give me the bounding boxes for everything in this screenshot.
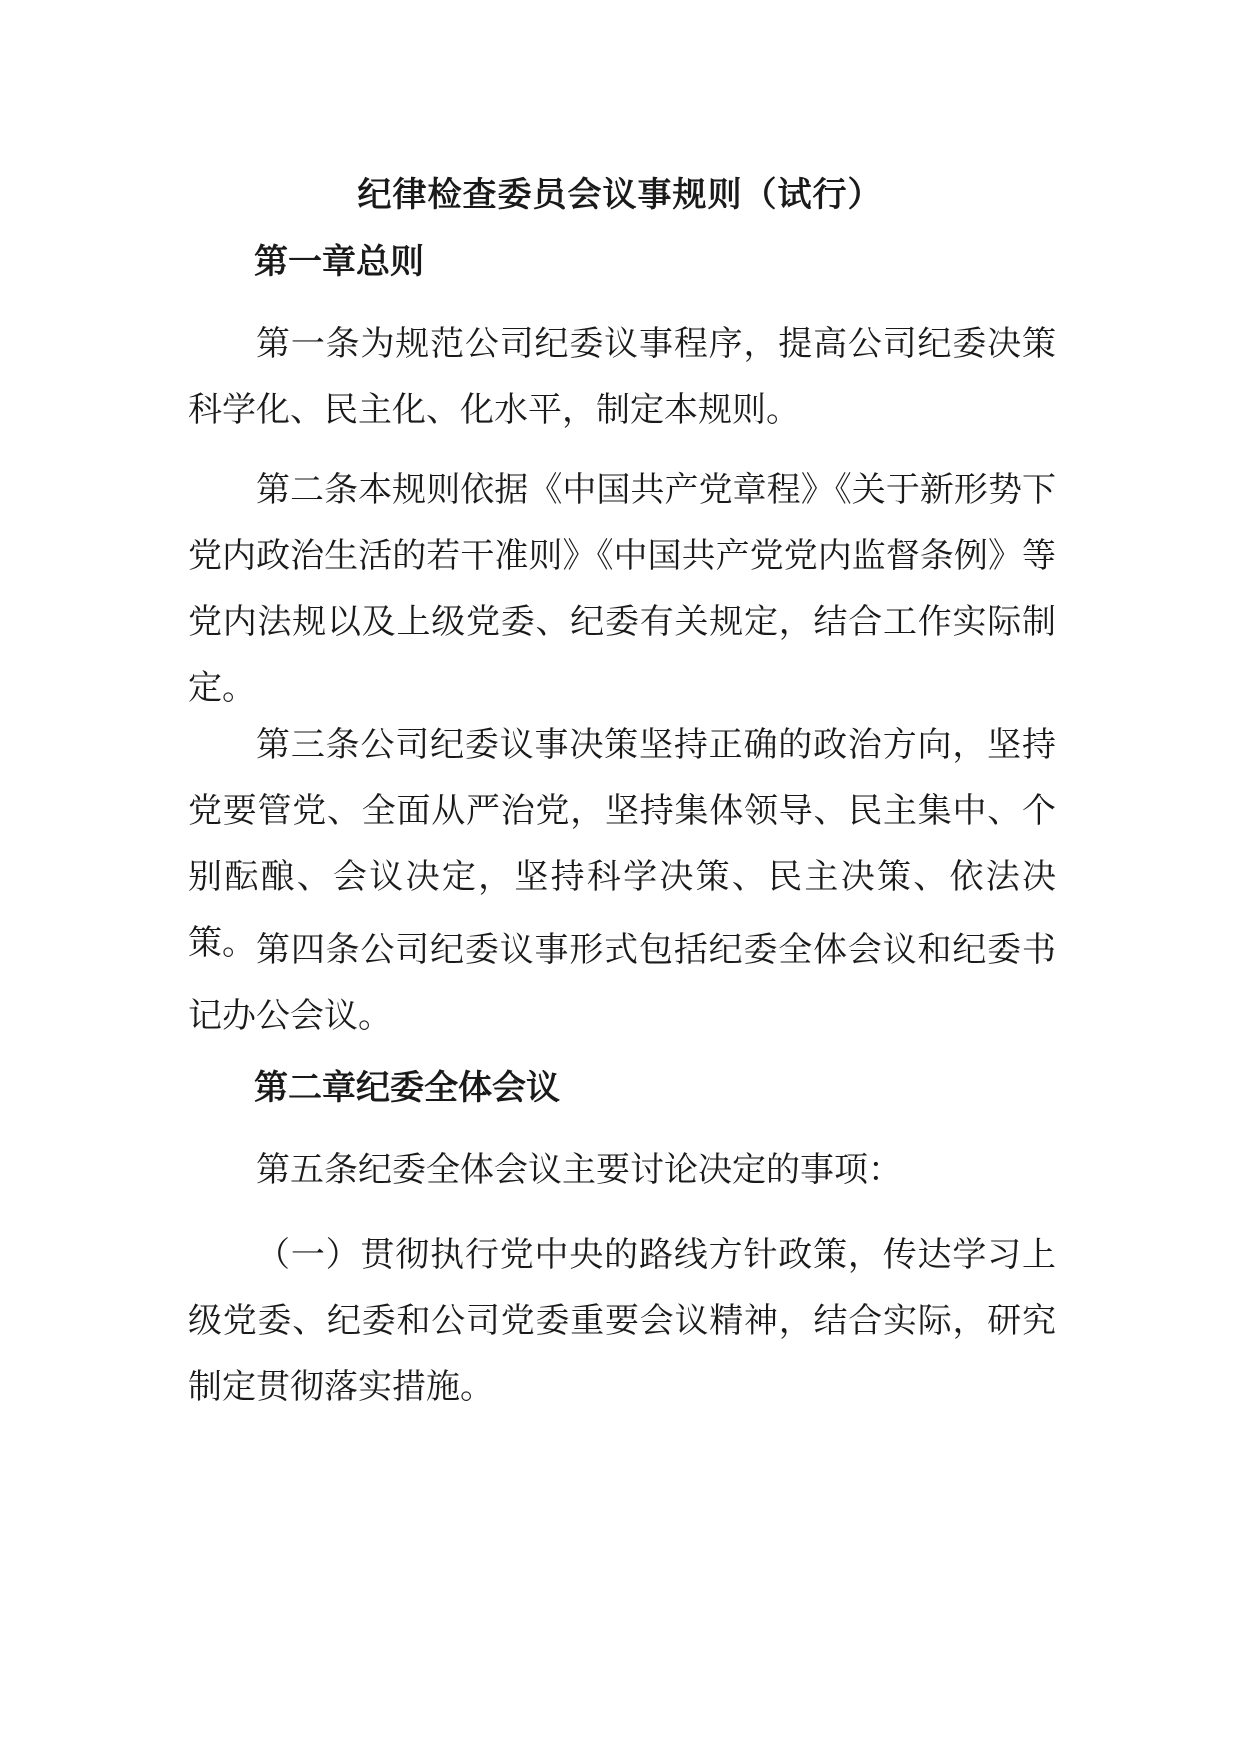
chapter-heading-2: 第二章纪委全体会议 (254, 1068, 560, 1108)
article-2: 第二条本规则依据《中国共产党章程》《关于新形势下党内政治生活的若干准则》《中国共产党党内监督条例》等党内法规以及上级党委、纪委有关规定，结合工作实际制定。 (188, 470, 1056, 708)
article-5-item-1: （一）贯彻执行党中央的路线方针政策，传达学习上级党委、纪委和公司党委重要会议精神，结合实际，研究制定贯彻落实措施。 (188, 1235, 1056, 1407)
article-4: 第四条公司纪委议事形式包括纪委全体会议和纪委书记办公会议。 (188, 930, 1056, 1036)
article-1: 第一条为规范公司纪委议事程序，提高公司纪委决策科学化、民主化、化水平，制定本规则。 (188, 324, 1056, 430)
document-title: 纪律检查委员会议事规则（试行） (357, 175, 883, 215)
article-5: 第五条纪委全体会议主要讨论决定的事项： (256, 1150, 902, 1190)
chapter-heading-1: 第一章总则 (254, 242, 424, 282)
article-3: 第三条公司纪委议事决策坚持正确的政治方向，坚持党要管党、全面从严治党，坚持集体领导、民主集中、个别酝酿、会议决定，坚持科学决策、民主决策、依法决策。 (188, 725, 1056, 963)
